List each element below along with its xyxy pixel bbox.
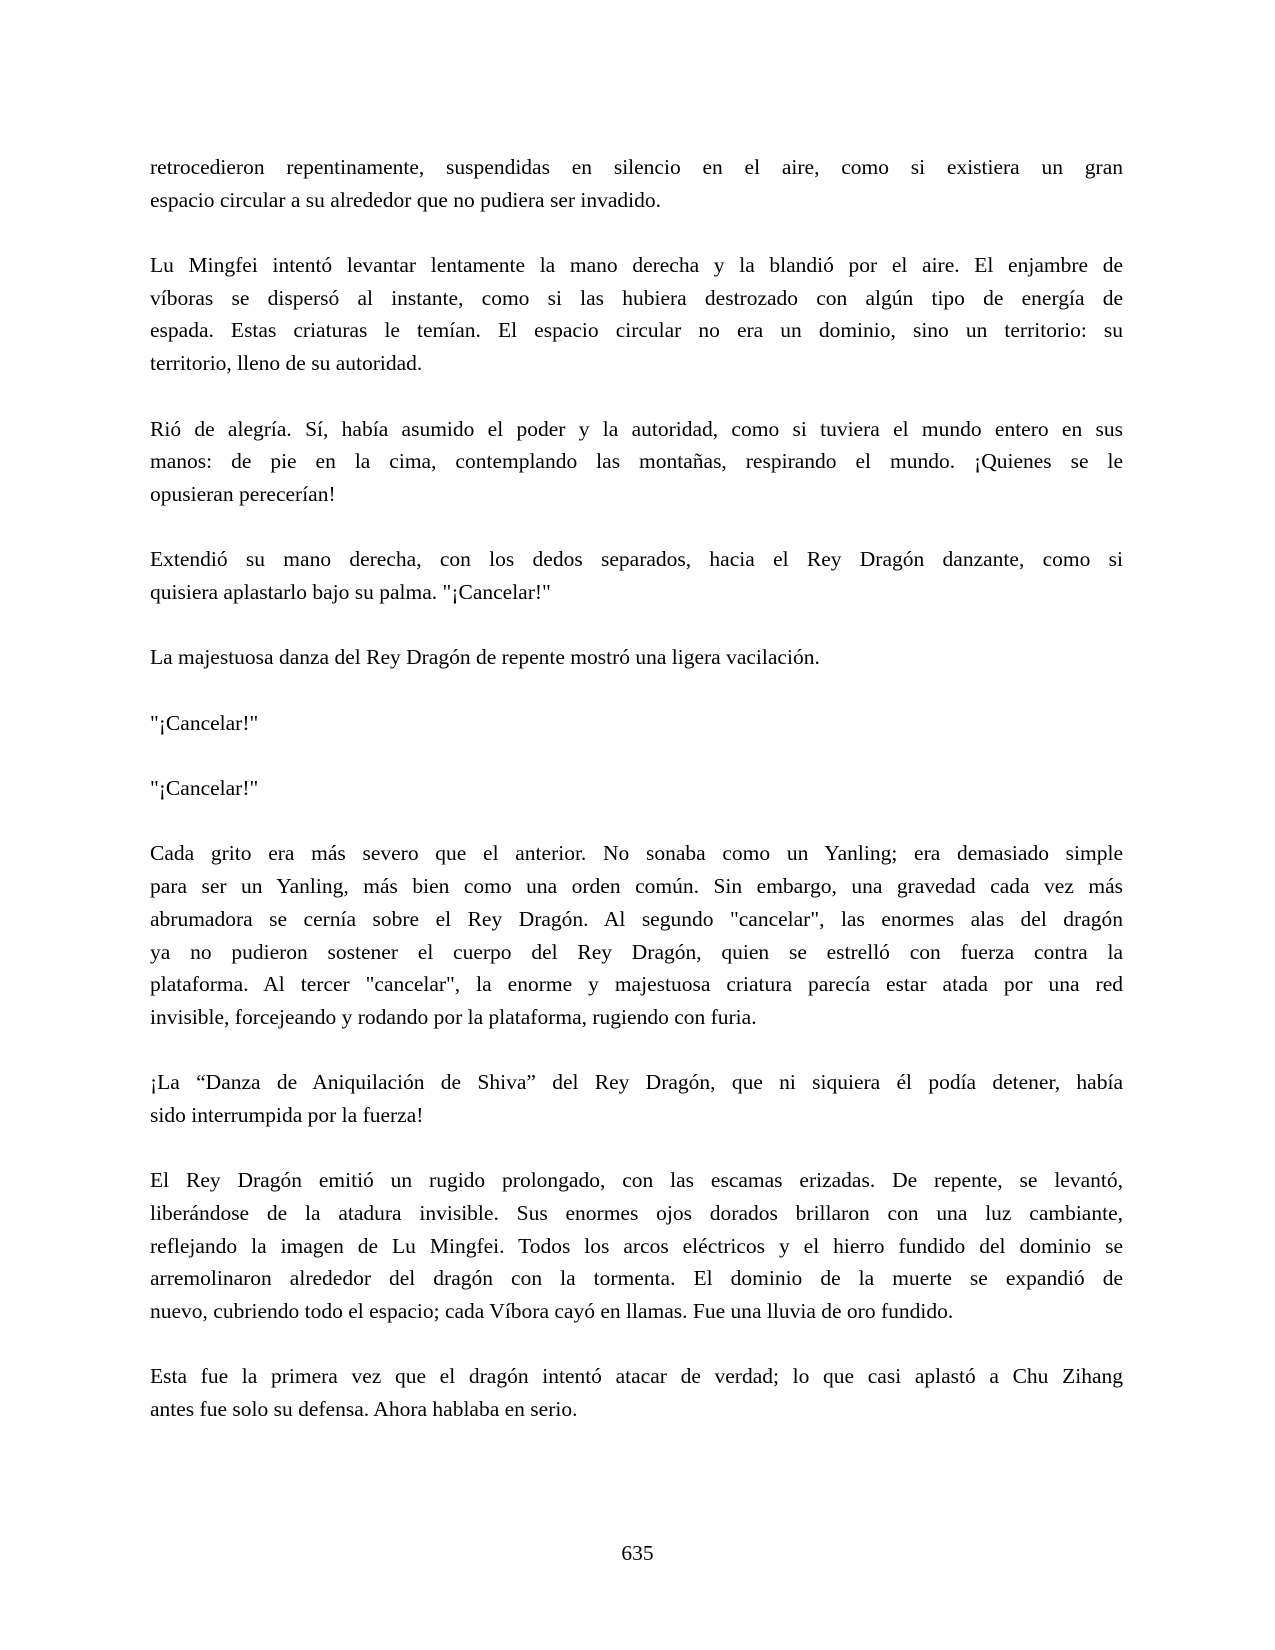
text-line: para ser un Yanling, más bien como una orden común. Sin embargo, una gravedad cada vez más bbox=[150, 874, 1123, 899]
paragraph bbox=[150, 772, 1123, 805]
text-line: quisiera aplastarlo bajo su palma. "¡Cancelar!" bbox=[150, 579, 551, 604]
paragraph bbox=[150, 707, 1123, 740]
text-line: espacio circular a su alrededor que no pudiera ser invadido. bbox=[150, 187, 662, 212]
text-line: ya no pudieron sostener el cuerpo del Rey Dragón, quien se estrelló con fuerza contra la bbox=[150, 939, 1123, 964]
text-line: retrocedieron repentinamente, suspendidas en silencio en el aire, como si existiera un gran bbox=[150, 155, 1123, 179]
text-line: liberándose de la atadura invisible. Sus enormes ojos dorados brillaron con una luz cambiante, bbox=[150, 1201, 1123, 1225]
text-line: espada. Estas criaturas le temían. El espacio circular no era un dominio, sino un territorio: su bbox=[150, 318, 1123, 343]
text-line: Extendió su mano derecha, con los dedos separados, hacia el Rey Dragón danzante, como si bbox=[150, 547, 1123, 572]
text-line: antes fue solo su defensa. Ahora hablaba en serio. bbox=[150, 1397, 578, 1422]
paragraph bbox=[150, 413, 1123, 511]
text-line: víboras se dispersó al instante, como si las hubiera destrozado con algún tipo de energía de bbox=[150, 285, 1123, 310]
text-line: El Rey Dragón emitió un rugido prolongado, con las escamas erizadas. De repente, se levantó, bbox=[150, 1168, 1123, 1193]
text-line: Cada grito era más severo que el anterior. No sonaba como un Yanling; era demasiado simple bbox=[150, 841, 1123, 866]
paragraph bbox=[150, 1360, 1123, 1425]
text-line: nuevo, cubriendo todo el espacio; cada Víbora cayó en llamas. Fue una lluvia de oro fundido. bbox=[150, 1299, 954, 1324]
text-line: ¡La “Danza de Aniquilación de Shiva” del Rey Dragón, que ni siquiera él podía detener, había bbox=[150, 1070, 1123, 1095]
paragraph bbox=[150, 837, 1123, 1033]
text-line: La majestuosa danza del Rey Dragón de repente mostró una ligera vacilación. bbox=[150, 645, 820, 670]
text-line: sido interrumpida por la fuerza! bbox=[150, 1102, 424, 1127]
paragraph bbox=[150, 1066, 1123, 1131]
text-line: abrumadora se cernía sobre el Rey Dragón. Al segundo "cancelar", las enormes alas del dragón bbox=[150, 906, 1123, 931]
text-line: manos: de pie en la cima, contemplando las montañas, respirando el mundo. ¡Quienes se le bbox=[150, 449, 1123, 474]
body-text bbox=[150, 151, 1123, 1459]
text-line: reflejando la imagen de Lu Mingfei. Todos los arcos eléctricos y el hierro fundido del dominio se bbox=[150, 1233, 1123, 1258]
text-line: opusieran perecerían! bbox=[150, 481, 336, 506]
text-line: invisible, forcejeando y rodando por la plataforma, rugiendo con furia. bbox=[150, 1004, 757, 1029]
text-line: "¡Cancelar!" bbox=[150, 710, 259, 735]
text-line: arremolinaron alrededor del dragón con la tormenta. El dominio de la muerte se expandió de bbox=[150, 1266, 1123, 1291]
page-number: 635 bbox=[621, 1541, 654, 1565]
text-line: plataforma. Al tercer "cancelar", la enorme y majestuosa criatura parecía estar atada por una red bbox=[150, 972, 1123, 997]
text-line: Lu Mingfei intentó levantar lentamente la mano derecha y la blandió por el aire. El enjambre de bbox=[150, 253, 1123, 278]
paragraph bbox=[150, 1164, 1123, 1327]
text-line: "¡Cancelar!" bbox=[150, 776, 259, 801]
paragraph bbox=[150, 543, 1123, 608]
text-line: territorio, lleno de su autoridad. bbox=[150, 351, 423, 376]
paragraph bbox=[150, 151, 1123, 216]
paragraph bbox=[150, 249, 1123, 380]
paragraph bbox=[150, 641, 1123, 674]
text-line: Esta fue la primera vez que el dragón intentó atacar de verdad; lo que casi aplastó a Chu Zihang bbox=[150, 1364, 1123, 1389]
text-line: Rió de alegría. Sí, había asumido el poder y la autoridad, como si tuviera el mundo entero en sus bbox=[150, 416, 1123, 441]
